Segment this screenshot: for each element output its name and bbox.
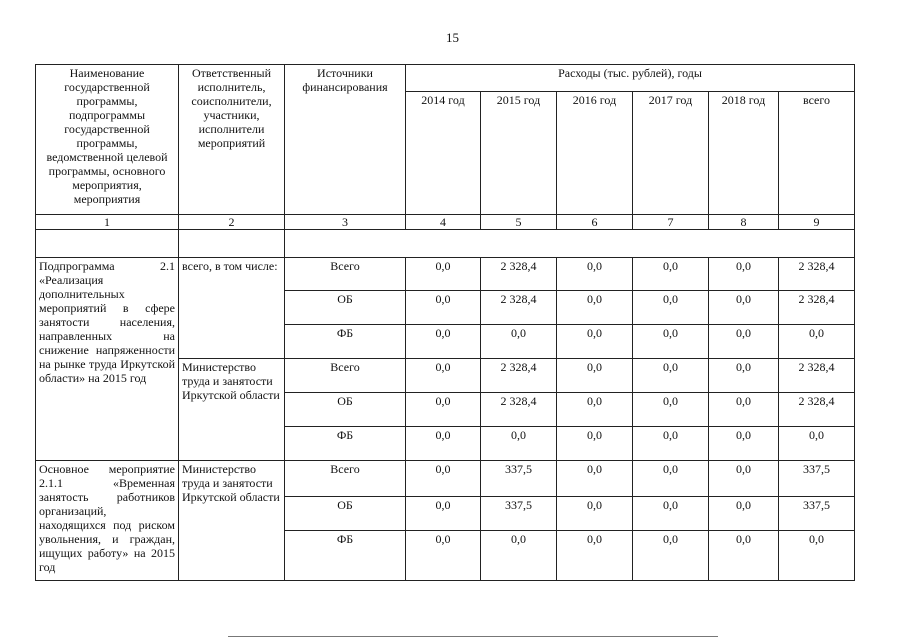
- value-cell: 2 328,4: [481, 291, 557, 325]
- header-source-label: Источники финансирования: [302, 66, 388, 94]
- value-cell: 2 328,4: [779, 393, 855, 427]
- value-cell: 0,0: [709, 531, 779, 581]
- main-activity-executor: Министерство труда и занятости Иркутской области: [179, 461, 285, 581]
- value-cell: 0,0: [406, 497, 481, 531]
- value-cell: 0,0: [633, 461, 709, 497]
- subprogram-executor-ministry: Министерство труда и занятости Иркутской области: [179, 359, 285, 461]
- column-number: 9: [779, 215, 855, 230]
- value-cell: 0,0: [557, 461, 633, 497]
- value-cell: 0,0: [633, 497, 709, 531]
- value-cell: 2 328,4: [481, 258, 557, 291]
- column-number: 2: [179, 215, 285, 230]
- value-cell: 2 328,4: [481, 393, 557, 427]
- empty-cell: [36, 230, 179, 258]
- empty-cell: [285, 230, 855, 258]
- value-cell: 0,0: [633, 291, 709, 325]
- subprogram-name: Подпрограмма 2.1 «Реализация дополнительных мероприятий в сфере занятости населения, направленных на снижение напряженности на рынке труда Иркутской области» на 2015 год: [36, 258, 179, 461]
- value-cell: 0,0: [557, 258, 633, 291]
- finance-source: Всего: [285, 258, 406, 291]
- value-cell: 0,0: [557, 427, 633, 461]
- column-number: 5: [481, 215, 557, 230]
- value-cell: 337,5: [779, 497, 855, 531]
- value-cell: 0,0: [779, 531, 855, 581]
- page-number: 15: [446, 30, 459, 45]
- header-expenses-cell: [406, 65, 855, 92]
- value-cell: 0,0: [709, 393, 779, 427]
- year-header: 2015 год: [481, 92, 557, 215]
- total-header: всего: [779, 92, 855, 215]
- value-cell: 0,0: [557, 325, 633, 359]
- column-number: 7: [633, 215, 709, 230]
- value-cell: 0,0: [406, 325, 481, 359]
- finance-source: ОБ: [285, 393, 406, 427]
- empty-cell: [179, 230, 285, 258]
- value-cell: 0,0: [481, 427, 557, 461]
- year-header: 2018 год: [709, 92, 779, 215]
- year-header: 2016 год: [557, 92, 633, 215]
- value-cell: 0,0: [709, 427, 779, 461]
- header-expenses-label: Расходы (тыс. рублей), годы: [558, 66, 702, 80]
- value-cell: 0,0: [481, 531, 557, 581]
- finance-source: ОБ: [285, 497, 406, 531]
- value-cell: 0,0: [557, 359, 633, 393]
- value-cell: 0,0: [557, 291, 633, 325]
- subprogram-executor-total: всего, в том числе:: [179, 258, 285, 359]
- value-cell: 0,0: [633, 258, 709, 291]
- column-number: 8: [709, 215, 779, 230]
- value-cell: 2 328,4: [481, 359, 557, 393]
- header-source-cell: [285, 65, 406, 215]
- value-cell: 0,0: [709, 325, 779, 359]
- value-cell: 0,0: [779, 325, 855, 359]
- year-header: 2014 год: [406, 92, 481, 215]
- value-cell: 0,0: [406, 531, 481, 581]
- value-cell: 0,0: [709, 291, 779, 325]
- value-cell: 0,0: [557, 531, 633, 581]
- value-cell: 2 328,4: [779, 359, 855, 393]
- finance-source: ФБ: [285, 427, 406, 461]
- value-cell: 0,0: [406, 393, 481, 427]
- value-cell: 0,0: [633, 393, 709, 427]
- value-cell: 0,0: [557, 497, 633, 531]
- column-number: 6: [557, 215, 633, 230]
- value-cell: 0,0: [406, 291, 481, 325]
- finance-source: ОБ: [285, 291, 406, 325]
- value-cell: 337,5: [481, 497, 557, 531]
- header-name-cell: [36, 65, 179, 215]
- finance-source: ФБ: [285, 531, 406, 581]
- value-cell: 2 328,4: [779, 291, 855, 325]
- budget-table: [35, 64, 855, 581]
- value-cell: 0,0: [557, 393, 633, 427]
- value-cell: 337,5: [779, 461, 855, 497]
- year-header: 2017 год: [633, 92, 709, 215]
- value-cell: 0,0: [633, 531, 709, 581]
- column-number: 1: [36, 215, 179, 230]
- value-cell: 0,0: [709, 258, 779, 291]
- value-cell: 337,5: [481, 461, 557, 497]
- value-cell: 0,0: [709, 359, 779, 393]
- value-cell: 2 328,4: [779, 258, 855, 291]
- value-cell: 0,0: [779, 427, 855, 461]
- header-name-label: Наименование государственной программы, подпрограммы государственной программы, ведомственной целевой программы, основного мероприятия, мероприятия: [46, 66, 168, 206]
- value-cell: 0,0: [633, 325, 709, 359]
- column-number: 3: [285, 215, 406, 230]
- value-cell: 0,0: [633, 427, 709, 461]
- header-executor-label: Ответственный исполнитель, соисполнители, участники, исполнители мероприятий: [191, 66, 272, 150]
- value-cell: 0,0: [406, 258, 481, 291]
- value-cell: 0,0: [481, 325, 557, 359]
- header-executor-cell: [179, 65, 285, 215]
- value-cell: 0,0: [709, 497, 779, 531]
- finance-source: Всего: [285, 359, 406, 393]
- finance-source: ФБ: [285, 325, 406, 359]
- value-cell: 0,0: [406, 461, 481, 497]
- footer-divider: [228, 636, 718, 637]
- value-cell: 0,0: [406, 359, 481, 393]
- value-cell: 0,0: [406, 427, 481, 461]
- value-cell: 0,0: [709, 461, 779, 497]
- column-number: 4: [406, 215, 481, 230]
- finance-source: Всего: [285, 461, 406, 497]
- value-cell: 0,0: [633, 359, 709, 393]
- main-activity-name: Основное мероприятие 2.1.1 «Временная занятость работников организаций, находящихся под риском увольнения, и граждан, ищущих работу» на 2015 год: [36, 461, 179, 581]
